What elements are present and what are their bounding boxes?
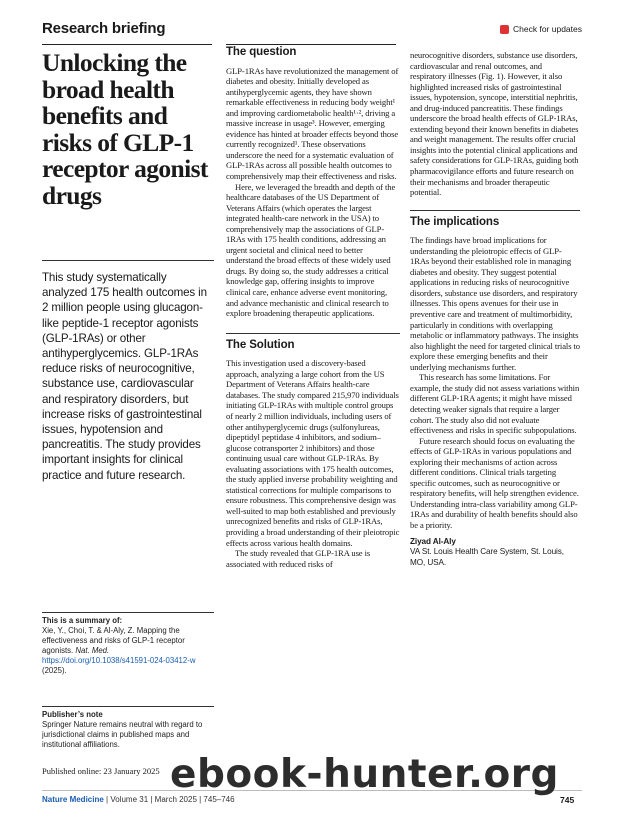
summary-rule [42,612,214,613]
abstract-rule [42,260,214,261]
solution-paragraph-1: This investigation used a discovery-based approach, analyzing a large cohort from the US Department of Veterans Affairs health-care databases. The study compared 215,970 individuals initiating GLP-1RAs with multiple control groups of nearly 2 million individuals, including users of other antihyperglycemic drugs (sulfonylureas, dipeptidyl peptidase 4 inhibitors, and sodium–glucose cotransporter 2 inhibitors) and those continuing usual care without GLP-1RAs. By evaluating associations with 175 health outcomes, the study applied inverse probability weighting and statistical corrections for multiple comparisons to ensure robustness. This comprehensive design was well-suited to map both established and previously unrecognized benefits and risks of GLP-1RAs, providing a broad understanding of their pleiotropic effects across various health domains. [226,358,400,548]
summary-label: This is a summary of: [42,616,123,625]
implications-paragraph-1: The findings have broad implications for understanding the pleiotropic effects of GLP-1RAs beyond their established role in managing diabetes and obesity. They suggest potential applications in reducing risks of neurocognitive disorders, substance use disorders, and respiratory illnesses. This opens avenues for their use in preventive care and treatment of multimorbidity, particularly in conditions with overlapping metabolic or inflammatory pathways. The insights also highlight the need for targeted clinical trials to explore these emerging benefits and their underlying mechanisms further. [410,235,580,372]
summary-doi-link[interactable]: https://doi.org/10.1038/s41591-024-03412-w [42,656,196,665]
author-affiliation: VA St. Louis Health Care System, St. Louis, MO, USA. [410,547,564,567]
implications-heading: The implications [410,215,500,228]
results-paragraph: neurocognitive disorders, substance use disorders, cardiovascular and renal outcomes, and respiratory illnesses (Fig. 1). However, it also highlighted increased risks of gastrointestinal issues, hypotension, syncope, interstitial nephritis, and drug-induced pancreatitis. These findings underscore the broad health effects of GLP-1RAs, extending beyond their known benefits in diabetes and weight management. The results offer crucial insights into the potential clinical applications and safety considerations for GLP-1RAs, guiding both pharmacovigilance efforts and future research on their mechanisms and broader therapeutic potential. [410,50,579,198]
watermark: ebook-hunter.org [170,752,559,797]
question-heading: The question [226,46,297,58]
publishers-note-text: Springer Nature remains neutral with regard to jurisdictional claims in published maps and institutional affiliations. [42,720,203,749]
footer-details: | Volume 31 | March 2025 | 745–746 [106,795,235,804]
column-3 [410,50,580,568]
implications-rule [410,210,580,211]
summary-citation-text: Xie, Y., Choi, T. & Al-Aly, Z. Mapping the effectiveness and risks of GLP-1 receptor agonists. [42,626,185,655]
summary-year: (2025). [42,666,67,675]
publishers-note-rule [42,706,214,707]
footer-journal: Nature Medicine [42,795,104,804]
check-updates-label: Check for updates [513,24,582,34]
implications-paragraph-3: Future research should focus on evaluating the effects of GLP-1RAs in various populations and exploring their mechanisms of action across different conditions. Clinical trials targeting specific outcomes, such as neurocognitive or respiratory benefits, will help strengthen evidence. Understanding intra-class variability among GLP-1RAs and durability of health benefits should also be a priority. [410,435,579,530]
implications-paragraph-2: This research has some limitations. For example, the study did not assess variations within different GLP-1RA agents; it might have missed detecting weaker signals that require a larger cohort. The study also did not evaluate effectiveness and risks in specific subpopulations. [410,372,580,436]
article-title: Unlocking the broad health benefits and risks of GLP-1 receptor agonist drugs [42,48,208,210]
section-label: Research briefing [42,20,166,37]
published-date: Published online: 23 January 2025 [42,766,160,776]
solution-rule [226,333,400,334]
page-number: 745 [560,795,575,805]
solution-heading: The Solution [226,338,295,351]
summary-citation [42,616,214,676]
column2-top-rule [226,44,396,45]
title-top-rule [42,44,212,45]
publishers-note [42,710,214,750]
author-name: Ziyad Al-Aly [410,536,456,546]
question-paragraph-2: Here, we leveraged the breadth and depth of the healthcare databases of the US Department of Veterans Affairs (which operates the largest integrated health-care network in the USA) to comprehensively map the associations of GLP-1RAs with 175 health conditions, addressing an urgent societal and clinical need to better understand the broad effects of these widely used drugs. By doing so, the study addresses a critical knowledge gap, offering insights to improve clinical care, enhance adverse event monitoring, and advance mechanistic and clinical research to explore broadening therapeutic applications. [226,181,396,319]
column-2 [226,47,400,569]
publishers-note-label: Publisher’s note [42,710,103,719]
check-updates-icon [500,25,509,34]
solution-paragraph-2: The study revealed that GLP-1RA use is associated with reduced risks of [226,548,371,569]
check-updates-button[interactable] [500,24,582,34]
summary-journal: Nat. Med. [75,646,110,655]
abstract: This study systematically analyzed 175 health outcomes in 2 million people using glucagon-like peptide-1 receptor agonists (GLP-1RAs) or other antihyperglycemics. GLP-1RAs reduce risks of neurocognitive, substance use, cardiovascular and respiratory disorders, but increase risks of gastrointestinal issues, hypotension and pancreatitis. The study provides important insights for clinical practice and future research. [42,271,207,482]
question-paragraph-1: GLP-1RAs have revolutionized the management of diabetes and obesity. Initially developed as antihyperglycemic agents, they have shown remarkable effectiveness in reducing body weight¹ and improving cardiometabolic health¹·², driving a massive increase in usage³. However, emerging evidence has hinted at broader effects beyond those currently recognized¹. These observations underscore the need for a systematic evaluation of GLP-1RAs across all possible health outcomes to comprehensively map their effectiveness and risks. [226,65,399,182]
